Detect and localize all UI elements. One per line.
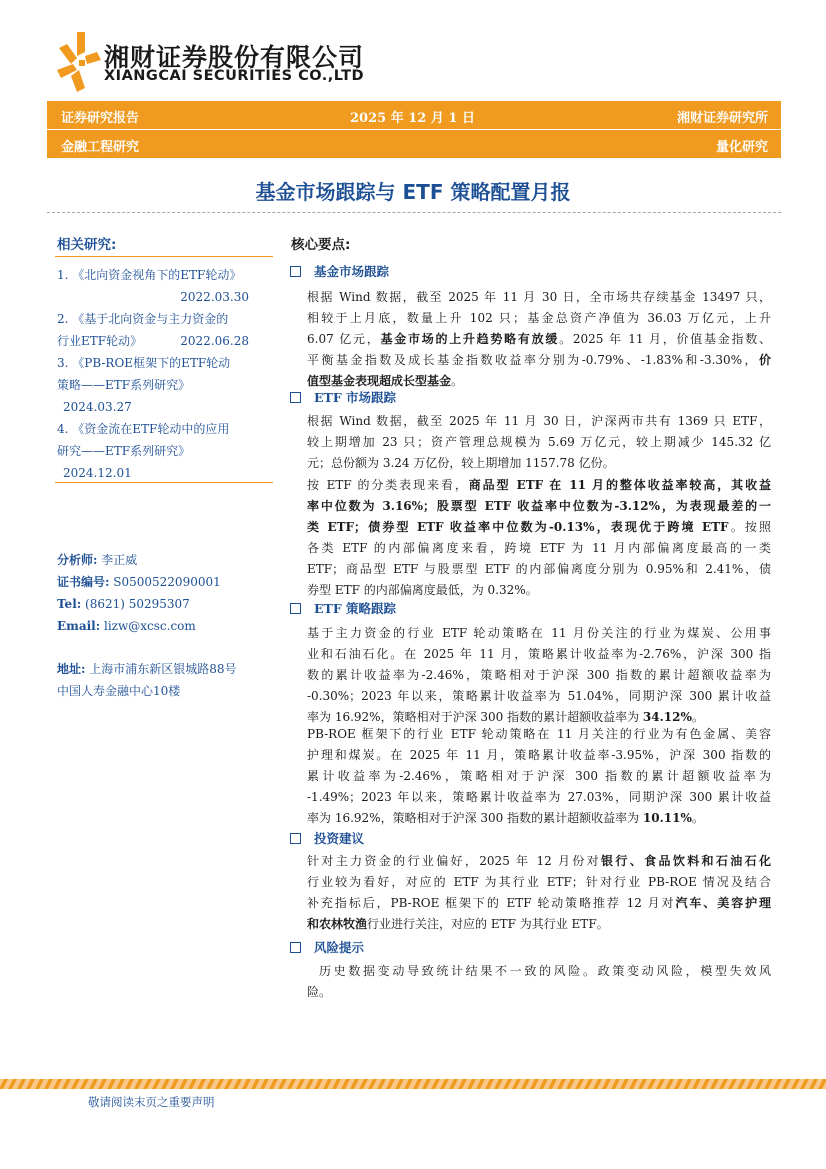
section-title: 风险提示 (314, 940, 365, 955)
paragraph-line (307, 329, 771, 350)
body-text: 平衡基金指数及成长基金指数收益率分别为-0.79%、-1.83%和-3.30%， (307, 353, 759, 367)
related-bottom-divider (55, 482, 273, 483)
body-text: 补充指标后，PB-ROE 框架下的 ETF 轮动策略推荐 12 月对 (307, 896, 676, 910)
body-text: 。2025 年 11 月，价值基金指数、 (559, 332, 771, 346)
email-link[interactable]: lizw@xcsc.com (104, 619, 196, 633)
paragraph-line (307, 982, 771, 1003)
body-text: 数的累计收益率为-2.46%，策略相对于沪深 300 指数的累计超额收益率为 (307, 668, 771, 682)
paragraph-line (307, 432, 771, 453)
paragraph-line (307, 766, 771, 787)
emphasized-text: 价 (758, 353, 771, 367)
paragraph-line (307, 538, 771, 559)
section-heading (290, 829, 364, 847)
paragraph-line (307, 644, 771, 665)
body-text: 6.07 亿元， (307, 332, 381, 346)
body-text: 相较于上月底，数量上升 102 只；基金总资产净值为 36.03 万亿元，上升 (307, 311, 771, 325)
tel-label: Tel: (57, 597, 82, 611)
paragraph-line (307, 914, 771, 935)
section-heading (290, 599, 396, 617)
related-item-title-cont: 策略——ETF系列研究》 (57, 378, 191, 392)
checkbox-bullet-icon (290, 603, 301, 614)
section-paragraph (307, 411, 771, 474)
related-research-heading: 相关研究: (57, 237, 117, 253)
paragraph-line (307, 287, 771, 308)
related-top-divider (55, 256, 273, 257)
body-text: 元；总份额为 3.24 万亿份，较上期增加 1157.78 亿份。 (307, 456, 615, 470)
emphasized-text: 基金市场的上升趋势略有放缓 (380, 332, 560, 346)
checkbox-bullet-icon (290, 392, 301, 403)
related-item-date: 2022.03.30 (180, 290, 249, 304)
body-text: ETF；商品型 ETF 与股票型 ETF 的内部偏离度分别为 0.95%和 2.41%，债 (307, 562, 771, 576)
research-field: 金融工程研究 (61, 140, 140, 155)
paragraph-line (307, 308, 771, 329)
checkbox-bullet-icon (290, 266, 301, 277)
body-text: 按 ETF 的分类表现来看， (307, 478, 469, 492)
emphasized-text: 34.12% (642, 710, 692, 724)
body-text: 率为 16.92%，策略相对于沪深 300 指数的累计超额收益率为 (307, 710, 643, 724)
body-text: 券型 ETF 的内部偏离度最低，为 0.32%。 (307, 583, 538, 597)
body-text: 。 (691, 710, 704, 724)
paragraph-line (307, 851, 771, 872)
emphasized-text: 值型基金表现超成长型基金 (307, 374, 452, 388)
section-title: ETF 市场跟踪 (314, 390, 397, 405)
section-heading (290, 938, 364, 956)
analyst-label: 分析师: (57, 553, 98, 567)
title-divider (47, 212, 781, 213)
related-item-date: 2022.06.28 (180, 334, 249, 348)
report-type: 证券研究报告 (61, 111, 140, 126)
paragraph-line (307, 496, 771, 517)
analyst-name: 李正威 (101, 553, 138, 567)
emphasized-text: 银行、食品饮料和石油石化 (601, 854, 771, 868)
paragraph-line (307, 559, 771, 580)
related-item[interactable] (57, 264, 271, 308)
paragraph-line (307, 872, 771, 893)
body-text: 针对主力资金的行业偏好，2025 年 12 月份对 (307, 854, 602, 868)
paragraph-line (307, 517, 771, 538)
report-date: 2025 年 12 月 1 日 (350, 111, 475, 126)
address-info (57, 658, 273, 702)
address-line: 上海市浦东新区银城路88号 (89, 662, 237, 676)
company-logo-icon (55, 30, 103, 94)
body-text: 历史数据变动导致统计结果不一致的风险。政策变动风险，模型失效风 (319, 964, 771, 978)
paragraph-line (307, 893, 771, 914)
checkbox-bullet-icon (290, 942, 301, 953)
body-text: 根据 Wind 数据，截至 2025 年 11 月 30 日，沪深两市共有 1369 只 ETF， (307, 414, 771, 428)
paragraph-line (307, 787, 771, 808)
related-item-title: 2. 《基于北向资金与主力资金的 (57, 312, 229, 326)
body-text: PB-ROE 框架下的行业 ETF 轮动策略在 11 月关注的行业为有色金属、美容 (307, 727, 771, 741)
body-text: 基于主力资金的行业 ETF 轮动策略在 11 月份关注的行业为煤炭、公用事 (307, 626, 771, 640)
body-text: 行业较为看好，对应的 ETF 为其行业 ETF；针对行业 PB-ROE 情况及结合 (307, 875, 771, 889)
address-label: 地址: (57, 662, 86, 676)
body-text: 险。 (307, 985, 332, 999)
section-paragraph (307, 475, 771, 601)
body-text: -1.49%；2023 年以来，策略累计收益率为 27.03%，同期沪深 300 累计收益 (307, 790, 771, 804)
tel-number: (8621) 50295307 (85, 597, 190, 611)
body-text: -0.30%；2023 年以来，策略累计收益率为 51.04%，同期沪深 300 累计收益 (307, 689, 771, 703)
section-title: 基金市场跟踪 (314, 264, 390, 279)
body-text: 。 (691, 811, 704, 825)
disclaimer-note: 敬请阅读末页之重要声明 (88, 1095, 215, 1109)
body-text: 业和石油石化。在 2025 年 11 月，策略累计收益率为-2.76%，沪深 300 指 (307, 647, 771, 661)
paragraph-line (307, 961, 771, 982)
paragraph-line (307, 808, 771, 829)
paragraph-line (307, 724, 771, 745)
section-paragraph (307, 961, 771, 1003)
header-bar-top (47, 101, 781, 129)
body-text: 护理和煤炭。在 2025 年 11 月，策略累计收益率-3.95%，沪深 300 指数的 (307, 748, 771, 762)
paragraph-line (307, 453, 771, 474)
cert-number: S0500522090001 (113, 575, 221, 589)
related-item[interactable] (57, 352, 271, 418)
analyst-info (57, 549, 273, 637)
page-title: 基金市场跟踪与 ETF 策略配置月报 (255, 180, 571, 204)
related-item-title: 4. 《资金流在ETF轮动中的应用 (57, 422, 230, 436)
body-text: 较上期增加 23 只；资产管理总规模为 5.69 万亿元，较上期减少 145.32 亿 (307, 435, 771, 449)
emphasized-text: 率中位数为 3.16%；股票型 ETF 收益率中位数为-3.12%，为表现最差的一 (307, 499, 771, 513)
paragraph-line (307, 665, 771, 686)
related-item[interactable] (57, 308, 271, 352)
related-item-title-cont: 行业ETF轮动》 (57, 334, 143, 348)
paragraph-line (307, 623, 771, 644)
section-heading (290, 262, 389, 280)
emphasized-text: 和农林牧渔 (307, 917, 368, 931)
body-text: 。按照 (728, 520, 771, 534)
footer-stripe-band (0, 1079, 826, 1089)
related-item-date: 2024.03.27 (63, 400, 132, 414)
paragraph-line (307, 350, 771, 371)
emphasized-text: 10.11% (642, 811, 692, 825)
body-text: 率为 16.92%，策略相对于沪深 300 指数的累计超额收益率为 (307, 811, 643, 825)
checkbox-bullet-icon (290, 833, 301, 844)
paragraph-line (307, 411, 771, 432)
emphasized-text: 类 ETF；债券型 ETF 收益率中位数为-0.13%，表现优于跨境 ETF (307, 520, 729, 534)
body-text: 根据 Wind 数据，截至 2025 年 11 月 30 日，全市场共存续基金 13497 只， (307, 290, 771, 304)
email-label: Email: (57, 619, 101, 633)
related-item-title-cont: 研究——ETF系列研究》 (57, 444, 191, 458)
paragraph-line (307, 580, 771, 601)
related-item[interactable] (57, 418, 271, 484)
section-paragraph (307, 851, 771, 935)
body-text: 各类 ETF 的内部偏离度来看，跨境 ETF 为 11 月内部偏离度最高的一类 (307, 541, 771, 555)
related-item-date: 2024.12.01 (63, 466, 132, 480)
emphasized-text: 商品型 ETF 在 11 月的整体收益率较高，其收益 (468, 478, 771, 492)
emphasized-text: 汽车、美容护理 (675, 896, 771, 910)
related-research-list (57, 264, 271, 484)
paragraph-line (307, 475, 771, 496)
related-item-title: 1. 《北向资金视角下的ETF轮动》 (57, 268, 242, 282)
paragraph-line (307, 686, 771, 707)
address-line: 中国人寿金融中心10楼 (57, 684, 181, 698)
institute-name: 湘财证券研究所 (676, 111, 768, 126)
section-paragraph (307, 623, 771, 728)
related-item-title: 3. 《PB-ROE框架下的ETF轮动 (57, 356, 231, 370)
section-paragraph (307, 724, 771, 829)
body-text: 。 (451, 374, 464, 388)
company-name-cn: 湘财证券股份有限公司 (104, 43, 365, 72)
section-title: 投资建议 (314, 831, 365, 846)
body-text: 累计收益率为-2.46%，策略相对于沪深 300 指数的累计超额收益率为 (307, 769, 771, 783)
section-title: ETF 策略跟踪 (314, 601, 397, 616)
section-heading (290, 388, 396, 406)
body-text: 行业进行关注，对应的 ETF 为其行业 ETF。 (367, 917, 609, 931)
cert-label: 证书编号: (57, 575, 110, 589)
section-paragraph (307, 287, 771, 392)
company-name-en: XIANGCAI SECURITIES CO.,LTD (104, 68, 365, 84)
core-points-heading: 核心要点: (291, 237, 351, 253)
research-category: 量化研究 (715, 140, 768, 155)
header-bar-bottom (47, 130, 781, 158)
paragraph-line (307, 745, 771, 766)
